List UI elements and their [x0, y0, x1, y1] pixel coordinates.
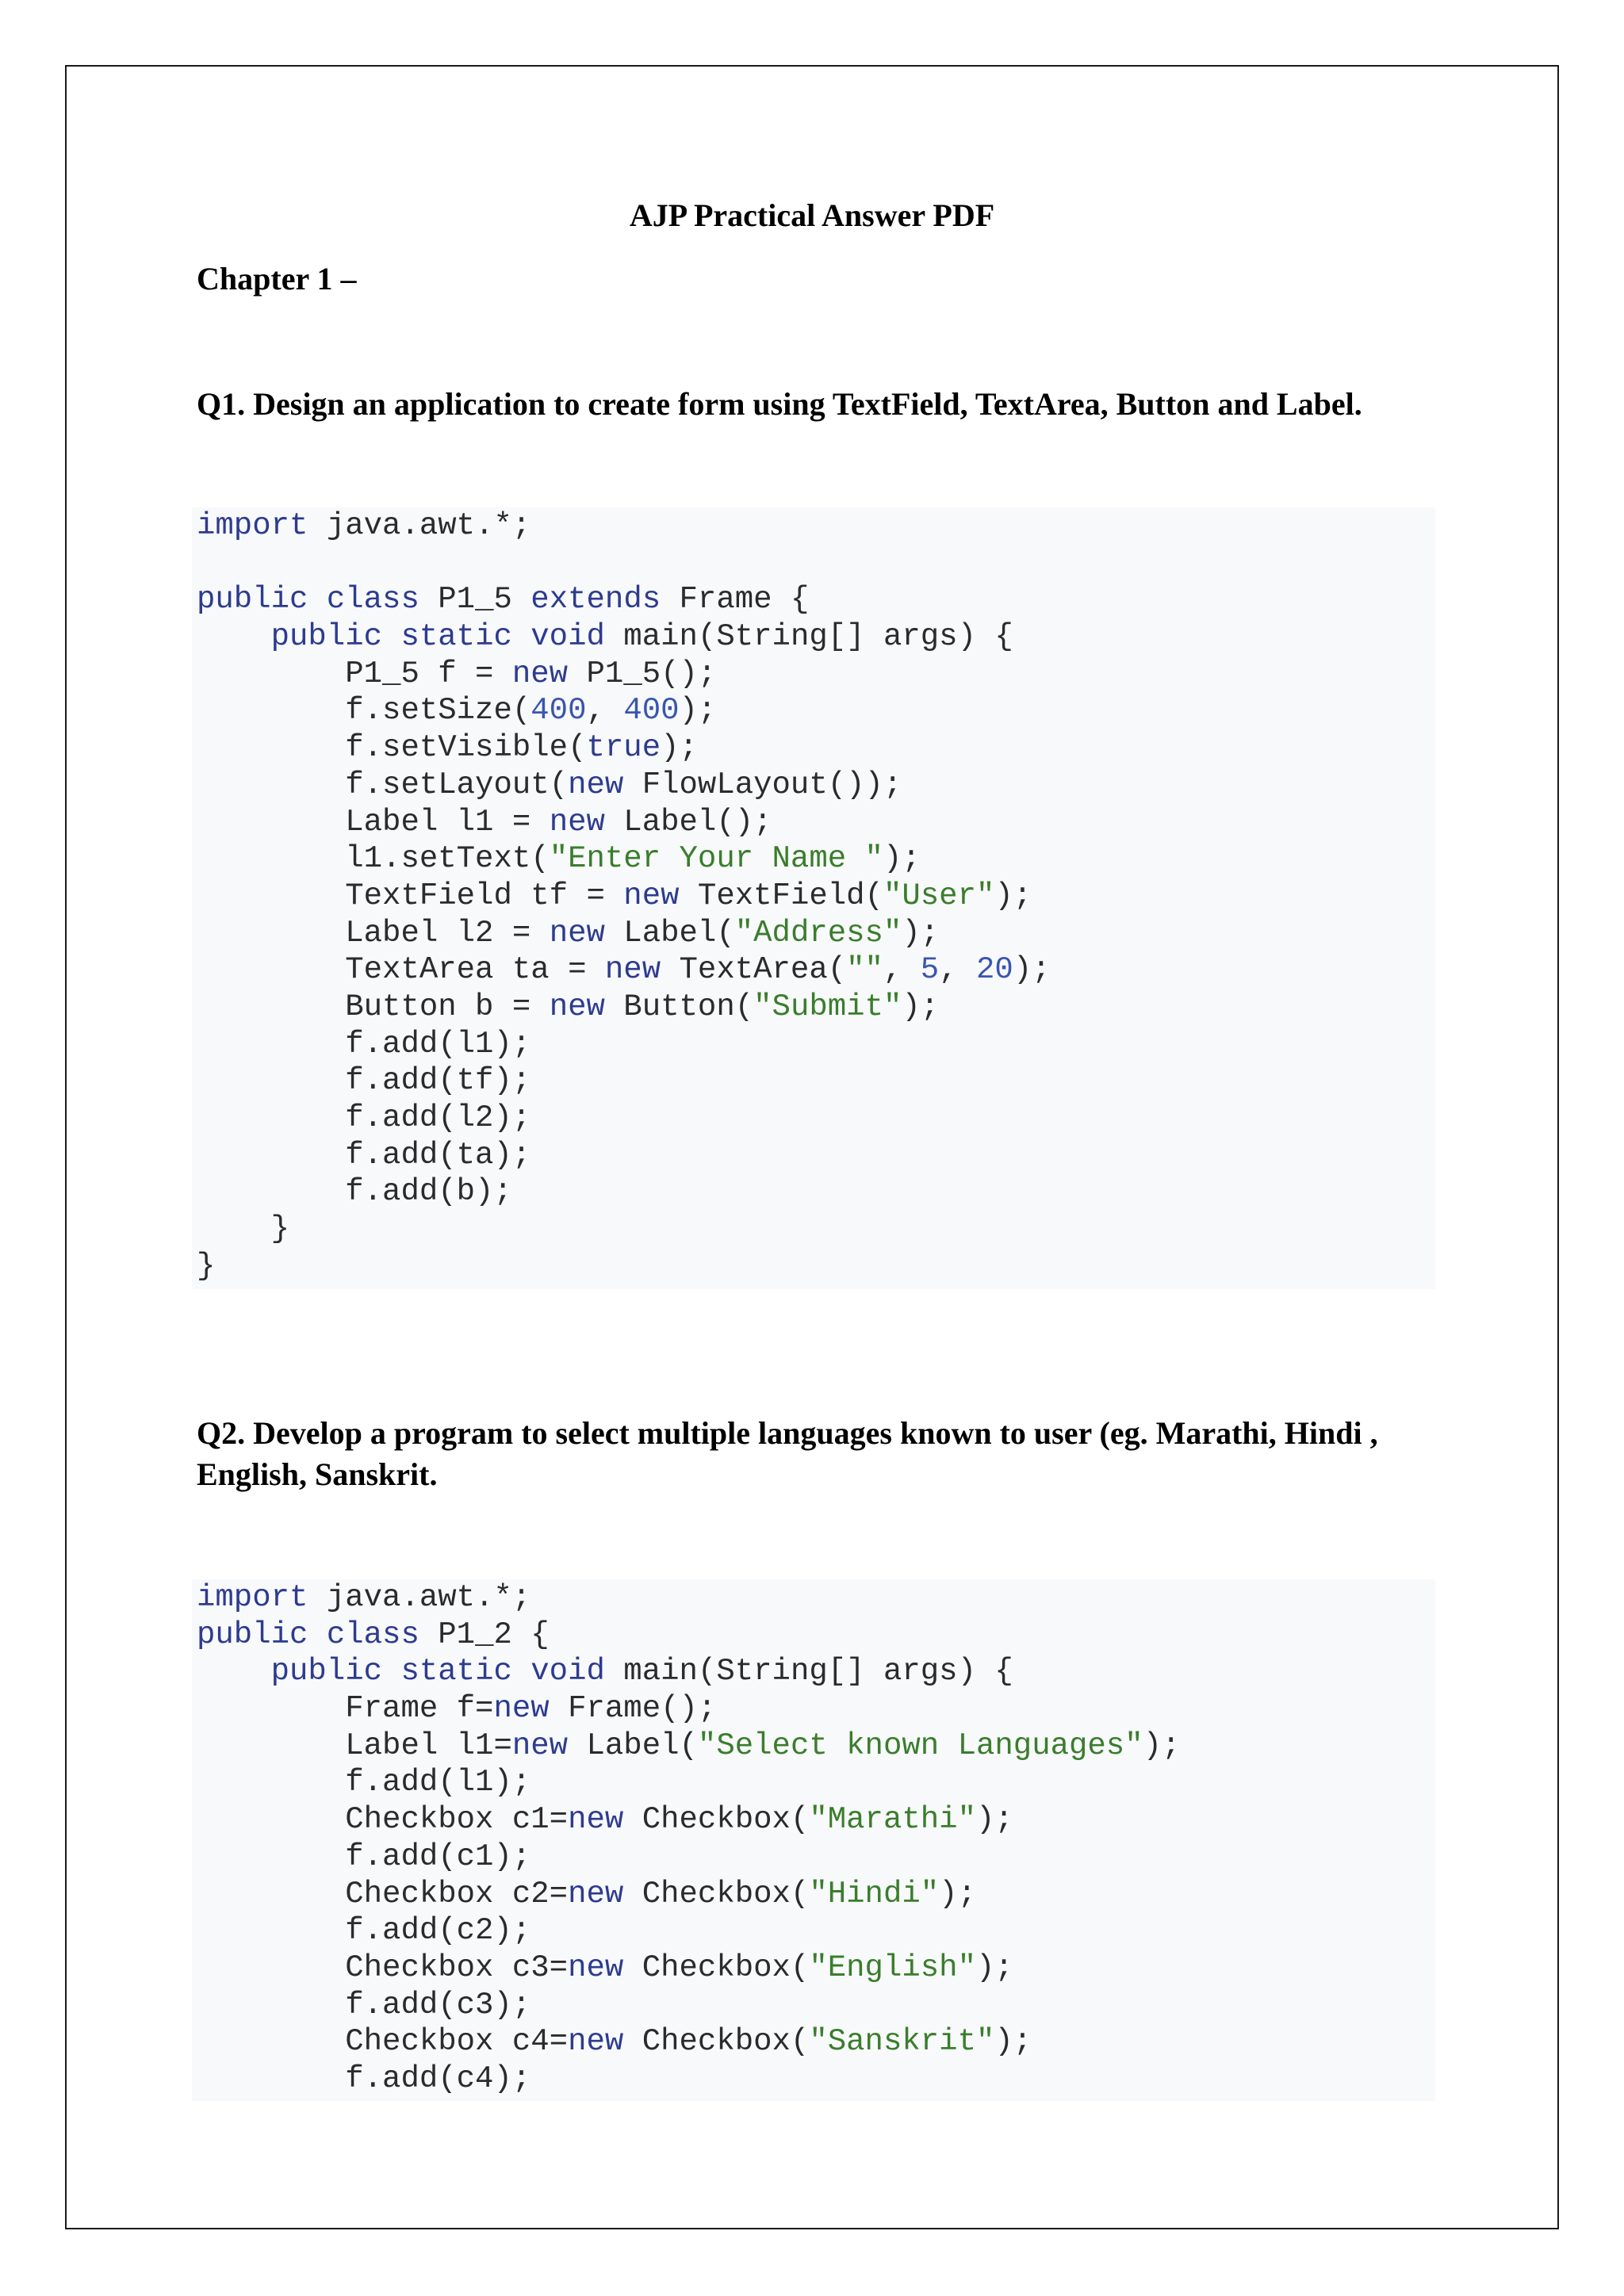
code-token-str: "English"	[809, 1950, 976, 1985]
code-line	[197, 1912, 1435, 1950]
code-token-plain: );	[883, 841, 921, 877]
code-token-kw: new	[623, 878, 680, 913]
code-token-plain: java.awt.*;	[308, 1580, 531, 1615]
code-token-kw: new	[493, 1691, 550, 1727]
code-token-num: 20	[976, 952, 1013, 988]
code-token-plain: Label(	[568, 1728, 698, 1763]
code-token-plain: TextArea ta =	[197, 952, 605, 988]
code-token-plain: Frame {	[661, 582, 810, 618]
code-token-plain: TextField(	[679, 878, 883, 913]
code-token-num: 400	[530, 693, 587, 729]
code-token-plain: Checkbox c4=	[197, 2024, 569, 2060]
code-token-plain: );	[975, 1802, 1013, 1838]
code-line	[197, 729, 1435, 767]
code-token-kw: new	[568, 767, 624, 802]
code-line	[197, 767, 1435, 804]
code-token-plain: f.add(c4);	[197, 2061, 531, 2096]
code-token-plain: Checkbox(	[623, 1950, 810, 1985]
code-token-plain: );	[902, 989, 940, 1024]
code-line	[197, 878, 1435, 915]
code-token-plain: f.add(ta);	[197, 1137, 531, 1173]
code-token-plain	[197, 1654, 271, 1689]
code-line	[197, 840, 1435, 878]
code-token-kw: new	[568, 2024, 624, 2060]
code-line	[197, 1839, 1435, 1876]
code-token-plain: );	[679, 693, 717, 729]
code-token-plain: );	[1013, 952, 1051, 988]
code-token-plain: );	[975, 1950, 1013, 1985]
code-token-plain: Label l1=	[197, 1728, 512, 1763]
code-token-kw: new	[604, 952, 661, 988]
code-line	[197, 1579, 1435, 1617]
code-token-plain: P1_5 f =	[197, 656, 512, 691]
code-token-kw: new	[511, 1728, 569, 1763]
code-token-str: "Select known Languages"	[697, 1728, 1143, 1763]
code-line	[197, 1026, 1435, 1063]
code-token-num: 5	[920, 952, 940, 988]
code-block-q1	[192, 507, 1435, 1289]
code-line	[197, 1062, 1435, 1100]
code-token-kw: new	[549, 915, 605, 951]
code-token-plain: ,	[939, 952, 976, 988]
code-token-plain: f.setLayout(	[197, 767, 569, 802]
code-token-plain: TextField tf =	[197, 878, 624, 913]
code-token-plain: Checkbox(	[623, 1802, 810, 1838]
code-token-plain: P1_5	[419, 582, 531, 618]
code-token-plain: Checkbox c2=	[197, 1876, 569, 1911]
code-token-kw: public static void	[270, 1654, 605, 1689]
code-token-kw: new	[511, 656, 569, 691]
code-line	[197, 951, 1435, 989]
code-token-plain: f.setSize(	[197, 693, 531, 729]
code-token-plain: f.add(l1);	[197, 1765, 531, 1800]
code-token-kw: import	[197, 508, 308, 543]
code-token-plain: f.add(l1);	[197, 1026, 531, 1062]
code-token-plain: f.add(c3);	[197, 1987, 531, 2022]
code-token-plain: Label l1 =	[197, 804, 550, 840]
code-token-str: "Submit"	[753, 989, 902, 1024]
code-line	[197, 545, 1435, 582]
code-line	[197, 1211, 1435, 1248]
code-token-plain: Checkbox(	[623, 2024, 810, 2060]
code-token-str: "Enter Your Name "	[549, 841, 883, 877]
code-line	[197, 692, 1435, 729]
code-token-plain: );	[1143, 1728, 1181, 1763]
code-token-plain: }	[197, 1211, 290, 1247]
code-token-plain: l1.setText(	[197, 841, 550, 877]
code-token-plain	[197, 619, 271, 654]
code-line	[197, 804, 1435, 841]
code-token-plain: f.add(c1);	[197, 1839, 531, 1874]
code-token-str: "Hindi"	[809, 1876, 940, 1911]
code-line	[197, 1950, 1435, 1987]
code-token-kw: new	[549, 804, 605, 840]
code-token-kw: public class	[197, 1617, 419, 1652]
code-line	[197, 656, 1435, 693]
code-line	[197, 989, 1435, 1026]
code-line	[197, 1137, 1435, 1174]
code-token-plain: );	[994, 2024, 1032, 2060]
code-token-kw: import	[197, 1580, 308, 1615]
code-token-num: 400	[623, 693, 680, 729]
code-line	[197, 1100, 1435, 1137]
code-token-plain: f.add(l2);	[197, 1100, 531, 1135]
code-token-plain: Label l2 =	[197, 915, 550, 951]
document-title: AJP Practical Answer PDF	[629, 197, 995, 233]
code-token-plain: Frame();	[549, 1691, 717, 1727]
code-token-plain: main(String[] args) {	[604, 619, 1013, 655]
code-token-plain: main(String[] args) {	[604, 1654, 1013, 1689]
code-token-str: ""	[846, 952, 883, 988]
chapter-heading: Chapter 1 –	[197, 261, 357, 297]
code-token-kw: new	[549, 989, 605, 1024]
code-line	[197, 618, 1435, 656]
code-token-plain: f.add(tf);	[197, 1063, 531, 1099]
code-token-plain: Checkbox c1=	[197, 1802, 569, 1838]
code-line	[197, 1728, 1435, 1765]
code-token-plain: Checkbox c3=	[197, 1950, 569, 1985]
code-token-plain: P1_5();	[568, 656, 717, 691]
code-line	[197, 1653, 1435, 1690]
code-token-plain: FlowLayout());	[623, 767, 902, 802]
code-token-plain: P1_2 {	[419, 1617, 550, 1652]
code-token-plain: );	[902, 915, 940, 951]
code-token-plain: f.add(c2);	[197, 1913, 531, 1949]
code-token-plain: java.awt.*;	[308, 508, 531, 543]
code-token-plain: Frame f=	[197, 1691, 494, 1727]
code-token-kw: public static void	[270, 619, 605, 655]
code-token-plain: );	[994, 878, 1032, 913]
code-token-plain: ,	[883, 952, 921, 988]
question-1-text: Q1. Design an application to create form using TextField, TextArea, Button and Label.	[197, 386, 1362, 422]
code-token-plain: ,	[586, 693, 624, 729]
code-token-plain: Checkbox(	[623, 1876, 810, 1911]
code-line	[197, 507, 1435, 545]
code-token-plain: );	[661, 730, 698, 766]
code-token-kw: new	[568, 1876, 624, 1911]
code-token-str: "Marathi"	[809, 1802, 976, 1838]
code-token-kw: new	[568, 1802, 624, 1838]
code-token-plain: Button b =	[197, 989, 550, 1024]
code-line	[197, 2061, 1435, 2098]
code-token-plain: }	[197, 1248, 216, 1284]
code-token-plain: TextArea(	[661, 952, 847, 988]
code-token-str: "User"	[883, 878, 995, 913]
code-token-plain: f.setVisible(	[197, 730, 587, 766]
code-line	[197, 581, 1435, 618]
code-token-plain: f.add(b);	[197, 1174, 512, 1210]
code-line	[197, 1764, 1435, 1801]
code-token-plain: Label(	[604, 915, 735, 951]
code-token-kw: public class	[197, 582, 419, 618]
code-line	[197, 2023, 1435, 2061]
code-line	[197, 1690, 1435, 1728]
code-token-plain: Button(	[604, 989, 754, 1024]
code-token-str: "Address"	[734, 915, 902, 951]
code-line	[197, 1617, 1435, 1654]
code-line	[197, 1173, 1435, 1211]
code-token-kw: new	[568, 1950, 624, 1985]
code-token-kw: extends	[530, 582, 661, 618]
code-block-q2	[192, 1579, 1435, 2101]
question-2-text: Q2. Develop a program to select multiple languages known to user (eg. Marathi, Hindi , English, Sanskrit.	[197, 1415, 1378, 1492]
code-line	[197, 915, 1435, 952]
code-line	[197, 1987, 1435, 2024]
code-token-plain: Label();	[604, 804, 772, 840]
code-token-kw: true	[586, 730, 661, 766]
code-token-str: "Sanskrit"	[809, 2024, 995, 2060]
code-line	[197, 1801, 1435, 1839]
code-token-plain: );	[939, 1876, 976, 1911]
code-line	[197, 1248, 1435, 1285]
code-line	[197, 1876, 1435, 1913]
